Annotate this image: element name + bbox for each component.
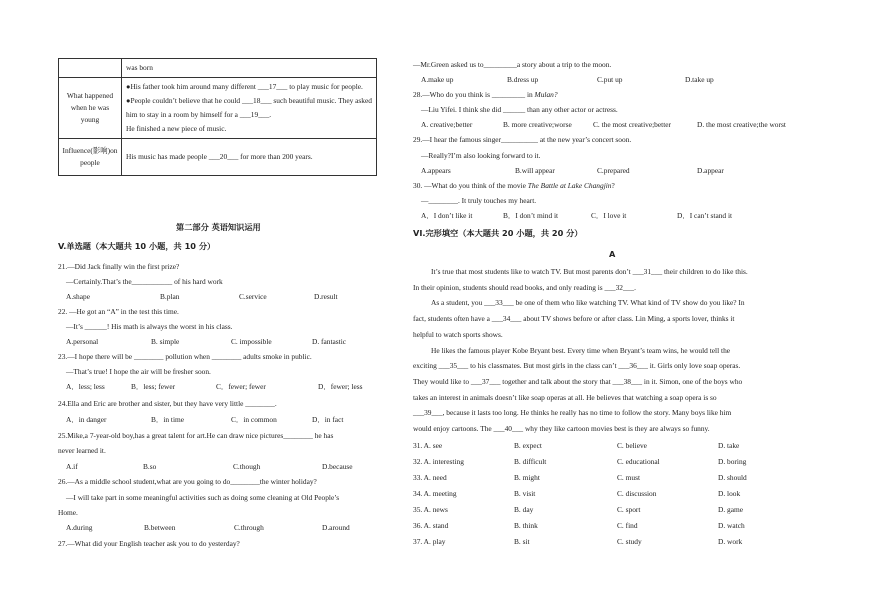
option: C.though <box>233 462 261 471</box>
question-stem: 23.—I hope there will be ________ pollution when ________ adults smoke in public. <box>58 352 312 361</box>
passage-line: They would like to ___37___ together and talk about the story that ___38___ in it. Simon, one of the boys who <box>413 376 743 386</box>
question-stem <box>413 91 558 98</box>
part-title: 第二部分 英语知识运用 <box>176 222 261 232</box>
option: A．less; less <box>66 382 105 391</box>
movie-title: The Battle at Lake Changjin <box>527 181 612 190</box>
option: A．in danger <box>66 415 107 424</box>
option: 31. A. see <box>413 441 443 450</box>
option: D. should <box>718 473 747 482</box>
stem-text: 30. —What do you think of the movie <box>413 181 528 190</box>
question-stem: 22. —He got an “A” in the test this time. <box>58 307 179 316</box>
option: 33. A. need <box>413 473 447 482</box>
question-stem: —I will take part in some meaningful activities such as doing some cleaning at Old People’s <box>66 493 340 502</box>
passage-line: takes an interest in animals doesn’t like soap operas at all. He believes that watching a soap opera is so <box>413 392 717 402</box>
option: B. simple <box>151 337 180 346</box>
row-text: His music has made people ___20___ for more than 200 years. <box>122 139 377 176</box>
option: A.appears <box>421 166 451 175</box>
option: D. boring <box>718 457 747 466</box>
option: D. watch <box>718 521 745 530</box>
table-line: ●His father took him around many different ___17___ to play music for people. <box>126 82 363 92</box>
option: C. must <box>617 473 640 482</box>
option: C. educational <box>617 457 660 466</box>
option: A.if <box>66 462 78 471</box>
option: C. believe <box>617 441 647 450</box>
cloze-passage <box>413 264 813 437</box>
question-stem: —________. It truly touches my heart. <box>421 196 537 205</box>
option: D．in fact <box>312 415 344 424</box>
info-table <box>58 58 377 176</box>
option: B. might <box>514 473 540 482</box>
row-label: Influence(影响)on people <box>59 139 122 176</box>
option: D. look <box>718 489 741 498</box>
question-stem: 25.Mike,a 7-year-old boy,has a great talent for art.He can draw nice pictures________ he has <box>58 431 334 440</box>
option: B．in time <box>151 415 185 424</box>
option: 36. A. stand <box>413 521 449 530</box>
option: C．I love it <box>591 211 627 220</box>
option: 35. A. news <box>413 505 448 514</box>
passage-line: fact, students often have a ___34___ about TV shows before or after class. Lin Ming, a sports lover, thinks it <box>413 314 735 324</box>
option: B.dress up <box>507 75 539 84</box>
option: A.personal <box>66 337 99 346</box>
option: 37. A. play <box>413 537 446 546</box>
option: C.through <box>234 523 264 532</box>
option: C.service <box>239 292 267 301</box>
option: D.around <box>322 523 350 532</box>
table-row <box>59 78 377 139</box>
passage-line: In their opinion, students should read books, and only reading is ___32___. <box>413 282 636 292</box>
option: B. more creative;worse <box>503 120 572 129</box>
option: 34. A. meeting <box>413 489 457 498</box>
option: D.take up <box>685 75 714 84</box>
option: D. fantastic <box>312 337 347 346</box>
option: D．fewer; less <box>318 382 363 391</box>
option: B．less; fewer <box>131 382 176 391</box>
option: C.prepared <box>597 166 630 175</box>
option: A．I don’t like it <box>421 211 473 220</box>
option: D. take <box>718 441 740 450</box>
option: B. expect <box>514 441 542 450</box>
option: D.because <box>322 462 353 471</box>
passage-line: exciting ___35___ to his classmates. But most girls in the class can’t ___36___ it. Girls only love soap operas. <box>413 361 741 371</box>
question-stem: —It’s ______! His math is always the worst in his class. <box>66 322 233 331</box>
option: D．I can’t stand it <box>677 211 733 220</box>
question-stem: —Certainly.That’s the___________ of his hard work <box>66 277 223 286</box>
stem-text: 28.—Who do you think is _________ in <box>413 90 535 99</box>
option: B.so <box>143 462 157 471</box>
row-text <box>122 78 377 139</box>
table-line: He finished a new piece of music. <box>126 124 227 134</box>
passage-line: ___39___, because it lasts too long. He thinks he really has no time to follow the story. Many boys like him <box>413 408 732 418</box>
option: D. work <box>718 537 743 546</box>
row-text: was born <box>122 59 377 78</box>
passage-line: helpful to watch sports shows. <box>413 329 503 339</box>
option: C．in common <box>231 415 277 424</box>
option: D. the most creative;the worst <box>697 120 786 129</box>
table-row <box>59 139 377 176</box>
option: C. impossible <box>231 337 272 346</box>
option: A.during <box>66 523 93 532</box>
passage-line: It’s true that most students like to watch TV. But most parents don’t ___31___ their children to do like this. <box>431 267 748 276</box>
passage-label: A <box>609 249 616 259</box>
option: C. the most creative;better <box>593 120 671 129</box>
option: C．fewer; fewer <box>216 382 266 391</box>
question-stem: —Mr.Green asked us to_________a story about a trip to the moon. <box>413 60 612 69</box>
option: A.make up <box>421 75 454 84</box>
row-label <box>59 59 122 78</box>
option: C. sport <box>617 505 641 514</box>
question-stem: 21.—Did Jack finally win the first prize? <box>58 262 180 271</box>
row-label: What happened when he was young <box>59 78 122 139</box>
stem-text: ? <box>611 181 615 190</box>
question-stem: 29.—I hear the famous singer__________ at the new year’s concert soon. <box>413 135 632 144</box>
table-line: ●People couldn’t believe that he could ___18___ such beautiful music. They asked him to stay in a room by himself for a ___19___. <box>126 96 372 120</box>
option: B．I don’t mind it <box>503 211 559 220</box>
option: B. day <box>514 505 534 514</box>
option: A.shape <box>66 292 91 301</box>
option: B.between <box>144 523 176 532</box>
question-stem: —Liu Yifei. I think she did ______ than any other actor or actress. <box>421 105 618 114</box>
passage-line: As a student, you ___33___ be one of them who like watching TV. What kind of TV show do you like? In <box>431 298 745 308</box>
option: B. difficult <box>514 457 547 466</box>
option: B.will appear <box>515 166 555 175</box>
option: D. game <box>718 505 744 514</box>
question-stem: never learned it. <box>58 446 106 455</box>
question-stem: 24.Ella and Eric are brother and sister, but they have very little ________. <box>58 399 277 408</box>
question-stem: —Really?I’m also looking forward to it. <box>421 151 541 160</box>
option: B.plan <box>160 292 180 301</box>
option: C. study <box>617 537 642 546</box>
section-title: V.单选题（本大题共 10 小题，共 10 分） <box>58 241 216 251</box>
option: C.put up <box>597 75 623 84</box>
table-row <box>59 59 377 78</box>
option: D.appear <box>697 166 724 175</box>
option: B. sit <box>514 537 530 546</box>
option: 32. A. interesting <box>413 457 464 466</box>
option: B. visit <box>514 489 536 498</box>
option: A. creative;better <box>421 120 473 129</box>
section-title: VI.完形填空（本大题共 20 小题，共 20 分） <box>413 228 583 238</box>
option: C. find <box>617 521 638 530</box>
passage-line: He likes the famous player Kobe Bryant best. Every time when Bryant’s team wins, he would tell the <box>431 345 731 355</box>
option: D.result <box>314 292 338 301</box>
question-stem: 26.—As a middle school student,what are you going to do________the winter holiday? <box>58 477 317 486</box>
movie-title: Mulan? <box>534 90 558 99</box>
option: C. discussion <box>617 489 657 498</box>
question-stem: —That’s true! I hope the air will be fresher soon. <box>66 367 211 376</box>
question-stem: 27.—What did your English teacher ask you to do yesterday? <box>58 539 240 548</box>
passage-line: would enjoy cartoons. The ___40___ why they like cartoon movies best is they are always so funny. <box>413 424 710 434</box>
option: B. think <box>514 521 538 530</box>
question-stem: Home. <box>58 508 78 517</box>
question-stem <box>413 182 615 189</box>
